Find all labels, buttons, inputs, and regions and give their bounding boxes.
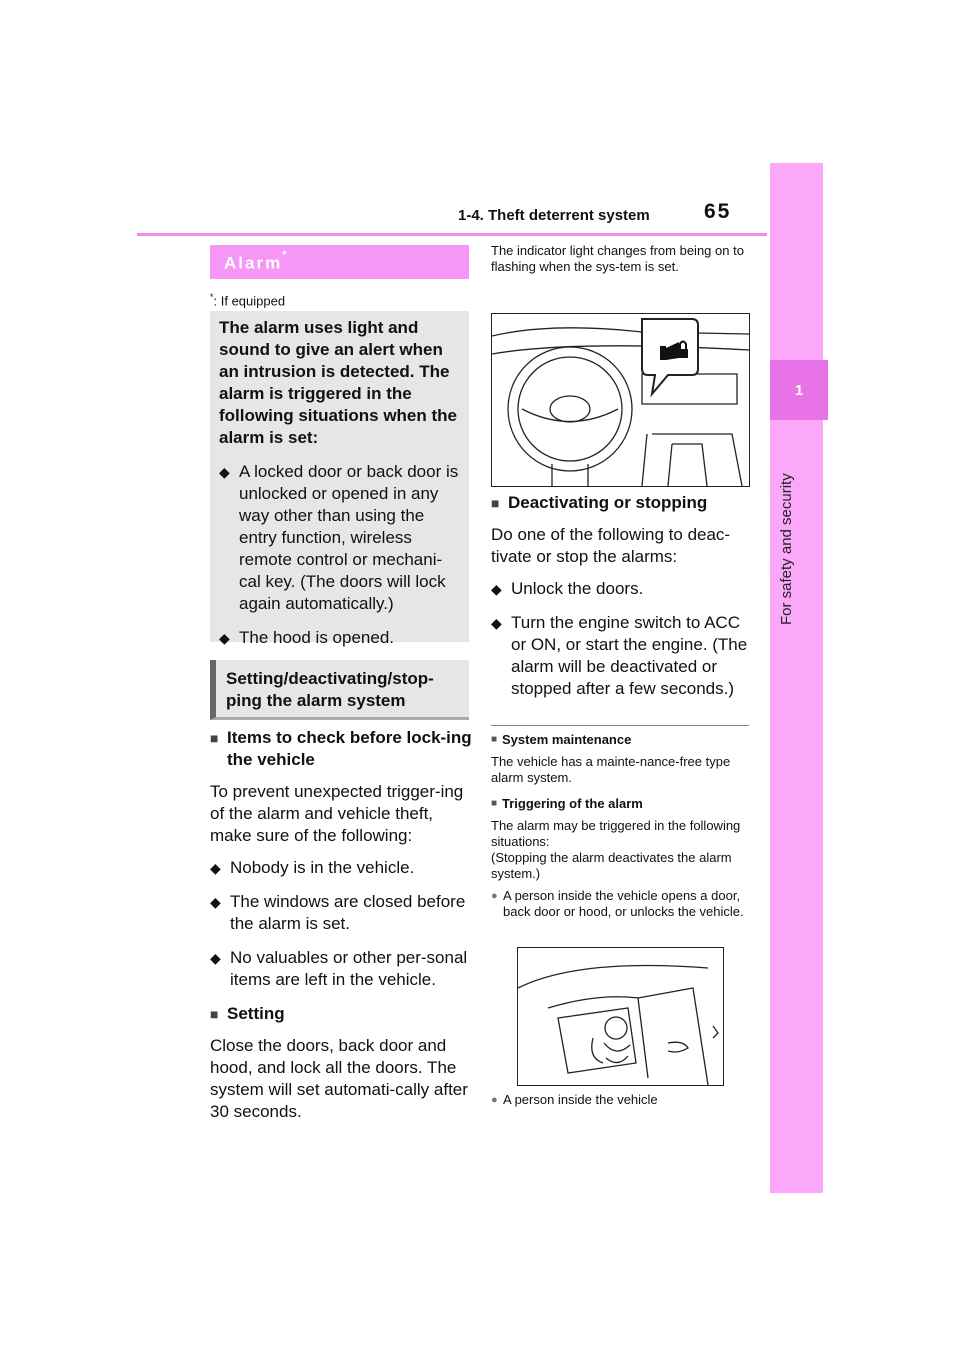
alarm-asterisk: * [282,249,287,261]
dashboard-illustration [491,313,750,487]
vehicle-drawing [518,948,723,1085]
alarm-bullet: ◆ The hood is opened. [219,627,459,649]
deactivating-intro: Do one of the following to deac-tivate or stop the alarms: [491,525,731,566]
footnote-mark: * [210,292,214,302]
deactivating-section [491,492,753,712]
setting-text: Close the doors, back door and hood, and lock all the doors. The system will set automati-cally after 30 seconds. [210,1036,468,1121]
alarm-heading-text: Alarm [224,253,283,273]
setting-heading: ■ Setting [210,1003,472,1025]
alarm-intro-text: The alarm uses light and sound to give an alert when an intrusion is detected. The alarm is triggered in the following situations when the alarm is set: [219,318,457,447]
vehicle-illustration [517,947,724,1086]
footnote [210,292,285,308]
dashboard-drawing [492,314,749,486]
setting-heading-line2: ping the alarm system [226,691,406,710]
deactivating-heading: ■ Deactivating or stopping [491,492,753,514]
triggering-heading: ■ Triggering of the alarm [491,796,753,812]
items-check-heading: ■ Items to check before lock-ing the vehicle [210,727,472,771]
alarm-intro-box [210,311,469,647]
triggering-item: ● A person inside the vehicle [491,1092,765,1108]
notes-section [491,732,753,920]
chapter-number: 1 [770,360,828,420]
triggering-item: ● A person inside the vehicle opens a door, back door or hood, or unlocks the vehicle. [491,888,753,920]
setting-heading-line1: Setting/deactivating/stop- [226,669,434,688]
side-tab-strip [770,163,823,1193]
check-item: ◆ No valuables or other per-sonal items are left in the vehicle. [210,947,472,991]
page-number: 65 [704,200,732,223]
check-item: ◆ The windows are closed before the alarm is set. [210,891,472,935]
triggering-note: (Stopping the alarm deactivates the alarm system.) [491,850,732,881]
triggering-text: The alarm may be triggered in the following situations: [491,818,741,849]
alarm-heading [210,245,469,279]
setting-section-heading [210,660,469,720]
deactivating-item: ◆ Turn the engine switch to ACC or ON, or start the engine. (The alarm will be deactivated or stopped after a few seconds.) [491,612,753,700]
check-item: ◆ Nobody is in the vehicle. [210,857,472,879]
items-check-intro: To prevent unexpected trigger-ing of the alarm and vehicle theft, make sure of the following: [210,782,464,845]
maintenance-heading: ■ System maintenance [491,732,753,748]
footnote-text: : If equipped [213,293,286,309]
deactivating-item: ◆ Unlock the doors. [491,578,753,600]
side-tab-label [770,435,823,635]
header-rule [137,233,767,236]
left-column-body [210,727,472,1123]
maintenance-text: The vehicle has a mainte-nance-free type alarm system. [491,754,731,785]
alarm-bullet: ◆ A locked door or back door is unlocked or opened in any way other than using the entry function, wireless remote control or mechani-cal key. (The doors will lock again automatically.) [219,461,459,615]
section-title: 1-4. Theft deterrent system [458,207,650,224]
side-tab-label-text: For safety and security [778,473,795,625]
indicator-text: The indicator light changes from being on to flashing when the sys-tem is set. [491,243,744,274]
section-divider [491,725,749,726]
